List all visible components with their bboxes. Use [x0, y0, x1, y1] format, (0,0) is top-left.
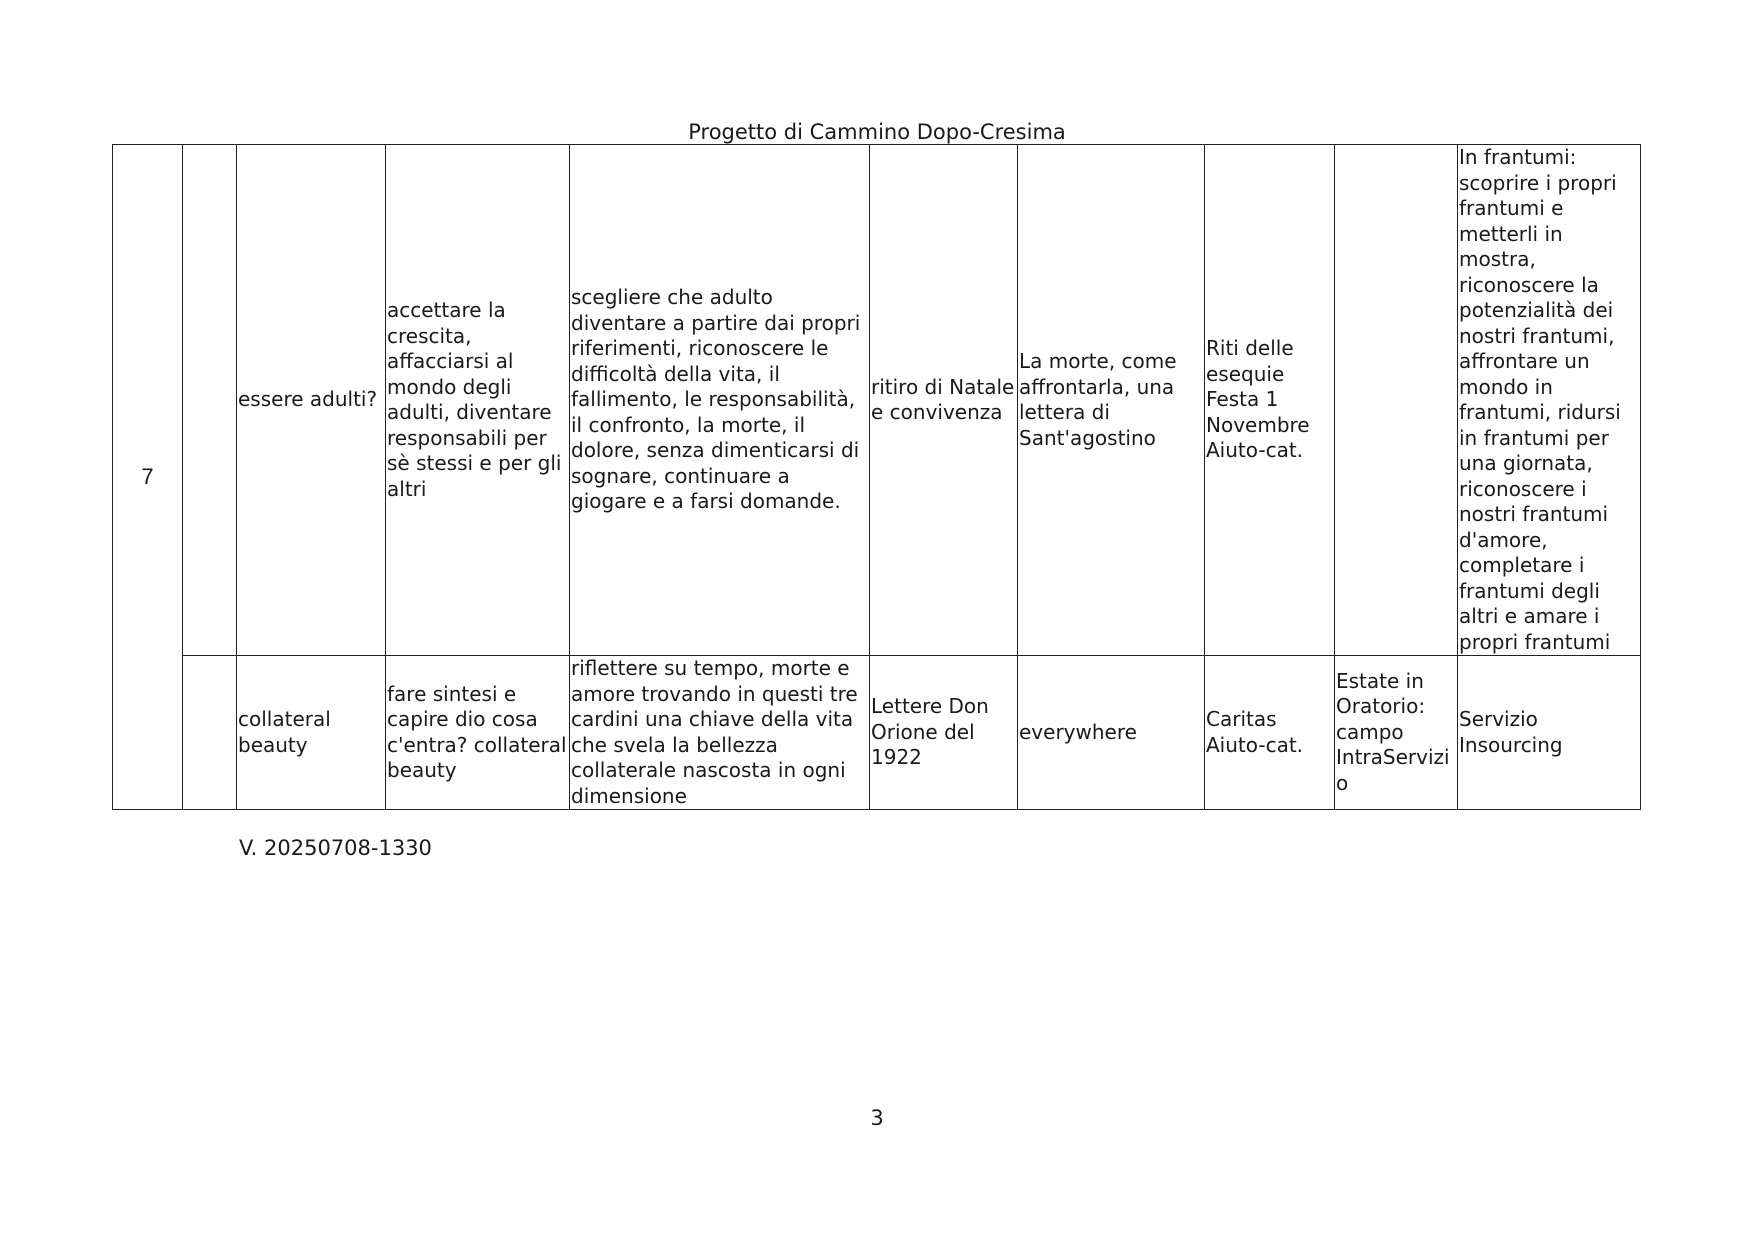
event-cell: Lettere Don Orione del 1922 [870, 656, 1018, 810]
page-number: 3 [870, 1106, 884, 1130]
blank-cell [183, 656, 237, 810]
table-row [113, 656, 1641, 810]
content-cell: riflettere su tempo, morte e amore trovando in questi tre cardini una chiave della vita che svela la bellezza collaterale nascosta in ogni dimensione [570, 656, 870, 810]
text-cell: everywhere [1018, 656, 1205, 810]
blank-cell [183, 145, 237, 656]
goal-cell: accettare la crescita, affacciarsi al mondo degli adulti, diventare responsabili per sè stessi e per gli altri [386, 145, 570, 656]
table-row [113, 145, 1641, 656]
activity-cell: Servizio Insourcing [1458, 656, 1641, 810]
group-number-cell: 7 [113, 145, 183, 810]
goal-cell: fare sintesi e capire dio cosa c'entra? collateral beauty [386, 656, 570, 810]
version-label: V. 20250708-1330 [239, 836, 432, 860]
activity-cell: In frantumi: scoprire i propri frantumi e metterli in mostra, riconoscere la potenzialità dei nostri frantumi, affrontare un mondo in frantumi, ridursi in frantumi per una giornata, riconoscere i nostri frantumi d'amore, completare i frantumi degli altri e amare i propri frantumi [1458, 145, 1641, 656]
liturgy-cell: Riti delle esequie Festa 1 Novembre Aiuto-cat. [1205, 145, 1335, 656]
liturgy-cell: Caritas Aiuto-cat. [1205, 656, 1335, 810]
theme-cell: collateral beauty [237, 656, 386, 810]
content-cell: scegliere che adulto diventare a partire dai propri riferimenti, riconoscere le difficoltà della vita, il fallimento, le responsabilità, il confronto, la morte, il dolore, senza dimenticarsi di sognare, continuare a giogare e a farsi domande. [570, 145, 870, 656]
program-table [112, 144, 1641, 810]
summer-cell: Estate in Oratorio: campo IntraServizio [1335, 656, 1458, 810]
page-title: Progetto di Cammino Dopo-Cresima [688, 120, 1066, 144]
text-cell: La morte, come affrontarla, una lettera di Sant'agostino [1018, 145, 1205, 656]
event-cell: ritiro di Natale e convivenza [870, 145, 1018, 656]
summer-cell [1335, 145, 1458, 656]
theme-cell: essere adulti? [237, 145, 386, 656]
